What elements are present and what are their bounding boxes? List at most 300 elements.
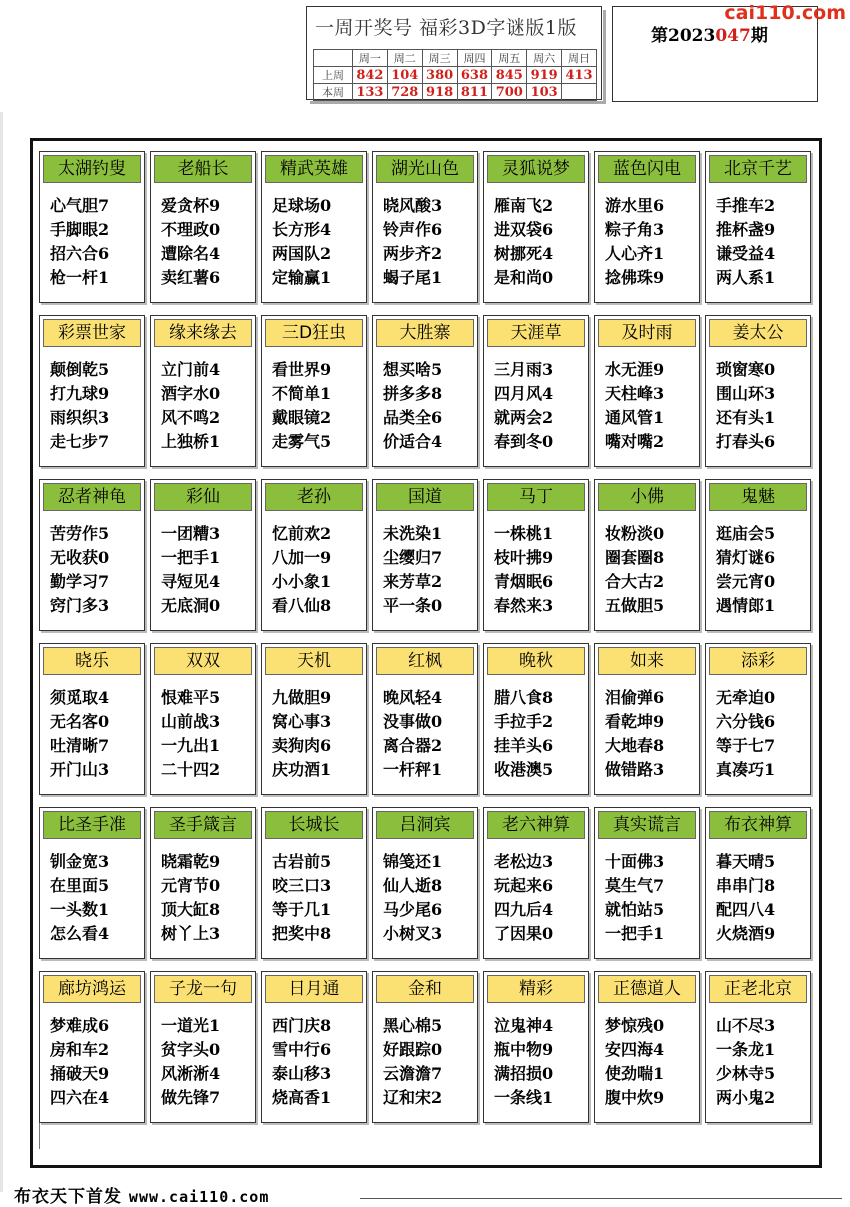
riddle-line: 真凑巧1: [716, 760, 776, 779]
riddle-line: 做错路3: [605, 760, 665, 779]
issue-prefix: 第2023: [651, 26, 716, 46]
draw-number: 413: [562, 67, 597, 84]
riddle-line: 嘴对嘴2: [605, 432, 665, 451]
draw-number: 845: [492, 67, 527, 84]
panel-title: 布衣神算: [709, 811, 807, 839]
riddle-list: [161, 194, 220, 290]
riddle-line: 水无涯9: [605, 360, 665, 379]
riddle-panel: [261, 479, 367, 631]
riddle-panel: [483, 807, 589, 959]
riddle-line: 收港澳5: [494, 760, 554, 779]
draw-number: 918: [422, 84, 457, 101]
riddle-line: 山不尽3: [716, 1016, 776, 1035]
riddle-list: [50, 850, 109, 946]
riddle-panel: [705, 643, 811, 795]
riddle-line: 泰山移3: [272, 1064, 332, 1083]
riddle-line: 咬三口3: [272, 876, 332, 895]
riddle-line: 离合器2: [383, 736, 443, 755]
riddle-line: 少林寺5: [716, 1064, 776, 1083]
riddle-board: [30, 138, 822, 1168]
riddle-line: 九做胆9: [272, 688, 332, 707]
riddle-panel: [594, 643, 700, 795]
panel-title: 子龙一句: [154, 975, 252, 1003]
panel-title: 鬼魅: [709, 483, 807, 511]
riddle-line: 不理政0: [161, 220, 221, 239]
riddle-list: [272, 358, 331, 454]
riddle-line: 春到冬0: [494, 432, 554, 451]
riddle-line: 六分钱6: [716, 712, 776, 731]
footer: [14, 1182, 269, 1207]
riddle-list: [494, 1014, 553, 1110]
riddle-panel: [372, 971, 478, 1123]
riddle-list: [272, 194, 331, 290]
panel-title: 精武英雄: [265, 155, 363, 183]
day-header: 周六: [527, 50, 562, 67]
last-week-label: 上周: [314, 67, 353, 84]
riddle-line: 爱贪杯9: [161, 196, 221, 215]
riddle-line: 庆功酒1: [272, 760, 332, 779]
riddle-line: 推杯盏9: [716, 220, 776, 239]
riddle-list: [383, 850, 442, 946]
riddle-list: [716, 522, 775, 618]
panel-title: 晚秋: [487, 647, 585, 675]
riddle-line: 卖红薯6: [161, 268, 221, 287]
site-logo[interactable]: cai110.com: [724, 2, 846, 24]
riddle-line: 火烧酒9: [716, 924, 776, 943]
riddle-line: 玩起来6: [494, 876, 554, 895]
riddle-panel: [483, 643, 589, 795]
riddle-line: 须觅取4: [50, 688, 110, 707]
draw-number: 103: [527, 84, 562, 101]
panel-title: 灵狐说梦: [487, 155, 585, 183]
riddle-line: 无底洞0: [161, 596, 221, 615]
riddle-line: 苦劳作5: [50, 524, 110, 543]
panel-title: 真实谎言: [598, 811, 696, 839]
riddle-panel: [483, 479, 589, 631]
riddle-list: [494, 358, 553, 454]
panel-title: 天机: [265, 647, 363, 675]
corner-cell: [314, 50, 353, 67]
riddle-line: 古岩前5: [272, 852, 332, 871]
riddle-line: 贫字头0: [161, 1040, 221, 1059]
board-divider: [39, 1121, 40, 1149]
panel-title: 蓝色闪电: [598, 155, 696, 183]
riddle-list: [383, 522, 442, 618]
riddle-line: 平一条0: [383, 596, 443, 615]
footer-text: 布衣天下首发: [14, 1187, 122, 1207]
riddle-line: 暮天晴5: [716, 852, 776, 871]
riddle-line: 怎么看4: [50, 924, 110, 943]
riddle-list: [272, 1014, 331, 1110]
panel-title: 湖光山色: [376, 155, 474, 183]
riddle-line: 青烟眠6: [494, 572, 554, 591]
riddle-list: [161, 850, 220, 946]
draw-number: 728: [387, 84, 422, 101]
riddle-line: 挂羊头6: [494, 736, 554, 755]
riddle-panel: [594, 151, 700, 303]
panel-title: 廊坊鸿运: [43, 975, 141, 1003]
riddle-line: 一团糟3: [161, 524, 221, 543]
riddle-list: [161, 1014, 220, 1110]
riddle-list: [50, 686, 109, 782]
footer-rule: [360, 1198, 842, 1199]
riddle-line: 拼多多8: [383, 384, 443, 403]
riddle-list: [494, 850, 553, 946]
panel-title: 老六神算: [487, 811, 585, 839]
riddle-list: [272, 686, 331, 782]
this-week-label: 本周: [314, 84, 353, 101]
riddle-line: 游水里6: [605, 196, 665, 215]
riddle-line: 顶大缸8: [161, 900, 221, 919]
riddle-line: 两国队2: [272, 244, 332, 263]
riddle-line: 打九球9: [50, 384, 110, 403]
riddle-line: 打春头6: [716, 432, 776, 451]
riddle-line: 枝叶拂9: [494, 548, 554, 567]
riddle-line: 树挪死4: [494, 244, 554, 263]
riddle-panel: [39, 971, 145, 1123]
riddle-line: 在里面5: [50, 876, 110, 895]
day-header: 周三: [422, 50, 457, 67]
riddle-line: 长方形4: [272, 220, 332, 239]
riddle-line: 看八仙8: [272, 596, 332, 615]
riddle-panel: [483, 151, 589, 303]
day-header: 周四: [457, 50, 492, 67]
riddle-line: 马少尾6: [383, 900, 443, 919]
panel-title: 晓乐: [43, 647, 141, 675]
riddle-panel: [150, 807, 256, 959]
riddle-list: [383, 686, 442, 782]
riddle-line: 锦笺还1: [383, 852, 443, 871]
riddle-line: 安四海4: [605, 1040, 665, 1059]
last-week-row: [314, 67, 597, 84]
riddle-line: 铃声作6: [383, 220, 443, 239]
riddle-line: 手拉手2: [494, 712, 554, 731]
riddle-list: [494, 194, 553, 290]
panel-title: 及时雨: [598, 319, 696, 347]
riddle-line: 晓霜乾9: [161, 852, 221, 871]
riddle-line: 配四八4: [716, 900, 776, 919]
riddle-list: [605, 850, 664, 946]
riddle-line: 晚风轻4: [383, 688, 443, 707]
riddle-list: [272, 522, 331, 618]
riddle-line: 不简单1: [272, 384, 332, 403]
riddle-panel: [483, 315, 589, 467]
riddle-line: 风不鸣2: [161, 408, 221, 427]
riddle-line: 没事做0: [383, 712, 443, 731]
riddle-line: 四六在4: [50, 1088, 110, 1107]
riddle-list: [605, 1014, 664, 1110]
riddle-line: 寻短见4: [161, 572, 221, 591]
draw-results-box: [306, 6, 602, 100]
day-header: 周二: [387, 50, 422, 67]
riddle-list: [50, 522, 109, 618]
riddle-line: 一头数1: [50, 900, 110, 919]
riddle-line: 蝎子尾1: [383, 268, 443, 287]
riddle-line: 两人系1: [716, 268, 776, 287]
panel-title: 圣手箴言: [154, 811, 252, 839]
riddle-line: 枪一杆1: [50, 268, 110, 287]
riddle-line: 雁南飞2: [494, 196, 554, 215]
riddle-line: 仙人逝8: [383, 876, 443, 895]
riddle-line: 无牵迫0: [716, 688, 776, 707]
riddle-line: 串串门8: [716, 876, 776, 895]
riddle-line: 逛庙会5: [716, 524, 776, 543]
riddle-panel: [372, 807, 478, 959]
riddle-panel: [372, 643, 478, 795]
riddle-line: 妆粉淡0: [605, 524, 665, 543]
riddle-line: 烧高香1: [272, 1088, 332, 1107]
page-edge: [0, 112, 3, 1192]
riddle-line: 招六合6: [50, 244, 110, 263]
riddle-line: 风淅淅4: [161, 1064, 221, 1083]
riddle-line: 十面佛3: [605, 852, 665, 871]
riddle-line: 西门庆8: [272, 1016, 332, 1035]
riddle-line: 了因果0: [494, 924, 554, 943]
riddle-line: 猜灯谜6: [716, 548, 776, 567]
draw-number: 133: [353, 84, 388, 101]
riddle-line: 八加一9: [272, 548, 332, 567]
panel-title: 北京千艺: [709, 155, 807, 183]
riddle-list: [716, 194, 775, 290]
riddle-line: 晓风酸3: [383, 196, 443, 215]
riddle-line: 吐清晰7: [50, 736, 110, 755]
panel-title: 红枫: [376, 647, 474, 675]
riddle-panel: [483, 971, 589, 1123]
riddle-line: 遇情郎1: [716, 596, 776, 615]
riddle-line: 就怕站5: [605, 900, 665, 919]
panel-title: 如来: [598, 647, 696, 675]
riddle-panel: [594, 315, 700, 467]
riddle-line: 房和车2: [50, 1040, 110, 1059]
riddle-line: 看世界9: [272, 360, 332, 379]
riddle-panel: [705, 315, 811, 467]
riddle-line: 大地春8: [605, 736, 665, 755]
riddle-panel: [594, 479, 700, 631]
draw-number: 104: [387, 67, 422, 84]
riddle-panel: [39, 479, 145, 631]
riddle-line: 合大古2: [605, 572, 665, 591]
draw-number: 638: [457, 67, 492, 84]
riddle-line: 琐窗寒0: [716, 360, 776, 379]
panel-title: 吕洞宾: [376, 811, 474, 839]
issue-number: [651, 21, 768, 46]
riddle-line: 泪偷弹6: [605, 688, 665, 707]
riddle-line: 山前战3: [161, 712, 221, 731]
panel-title: 正老北京: [709, 975, 807, 1003]
riddle-line: 一道光1: [161, 1016, 221, 1035]
panel-title: 小佛: [598, 483, 696, 511]
draw-number: 842: [353, 67, 388, 84]
riddle-line: 定输赢1: [272, 268, 332, 287]
riddle-line: 一杆秤1: [383, 760, 443, 779]
riddle-line: 四九后4: [494, 900, 554, 919]
riddle-line: 人心齐1: [605, 244, 665, 263]
riddle-panel: [261, 807, 367, 959]
riddle-list: [161, 686, 220, 782]
panel-title: 姜太公: [709, 319, 807, 347]
riddle-panel: [261, 315, 367, 467]
riddle-panel: [150, 315, 256, 467]
panel-title: 三D狂虫: [265, 319, 363, 347]
riddle-line: 好跟踪0: [383, 1040, 443, 1059]
riddle-line: 莫生气7: [605, 876, 665, 895]
riddle-line: 一条龙1: [716, 1040, 776, 1059]
riddle-line: 酒字水0: [161, 384, 221, 403]
riddle-panel: [372, 479, 478, 631]
riddle-line: 腹中炊9: [605, 1088, 665, 1107]
panel-title: 大胜寨: [376, 319, 474, 347]
riddle-list: [605, 194, 664, 290]
riddle-line: 窝心事3: [272, 712, 332, 731]
riddle-line: 捅破天9: [50, 1064, 110, 1083]
riddle-line: 黑心棉5: [383, 1016, 443, 1035]
riddle-panel: [705, 971, 811, 1123]
riddle-line: 两步齐2: [383, 244, 443, 263]
riddle-line: 忆前欢2: [272, 524, 332, 543]
panel-title: 老孙: [265, 483, 363, 511]
draw-results-table: [313, 49, 597, 101]
riddle-panel: [594, 807, 700, 959]
riddle-line: 围山环3: [716, 384, 776, 403]
riddle-line: 一条线1: [494, 1088, 554, 1107]
riddle-line: 还有头1: [716, 408, 776, 427]
panel-title: 双双: [154, 647, 252, 675]
riddle-panel: [261, 643, 367, 795]
riddle-panel: [261, 971, 367, 1123]
riddle-line: 两小鬼2: [716, 1088, 776, 1107]
riddle-line: 手推车2: [716, 196, 776, 215]
riddle-list: [383, 358, 442, 454]
riddle-line: 走雾气5: [272, 432, 332, 451]
draw-number: 380: [422, 67, 457, 84]
riddle-panel: [261, 151, 367, 303]
riddle-list: [716, 358, 775, 454]
day-header: 周日: [562, 50, 597, 67]
riddle-line: 钏金宽3: [50, 852, 110, 871]
panel-title: 太湖钓叟: [43, 155, 141, 183]
riddle-list: [494, 522, 553, 618]
riddle-line: 梦难成6: [50, 1016, 110, 1035]
riddle-line: 是和尚0: [494, 268, 554, 287]
riddle-line: 二十四2: [161, 760, 221, 779]
riddle-line: 云澹澹7: [383, 1064, 443, 1083]
riddle-line: 雨织织3: [50, 408, 110, 427]
this-week-row: [314, 84, 597, 101]
riddle-panel: [150, 479, 256, 631]
riddle-line: 立门前4: [161, 360, 221, 379]
riddle-line: 价适合4: [383, 432, 443, 451]
riddle-line: 捻佛珠9: [605, 268, 665, 287]
riddle-panel: [150, 643, 256, 795]
panel-title: 国道: [376, 483, 474, 511]
riddle-line: 把奖中8: [272, 924, 332, 943]
panel-title: 马丁: [487, 483, 585, 511]
riddle-panel: [705, 807, 811, 959]
riddle-panel: [705, 479, 811, 631]
days-row: [314, 50, 597, 67]
riddle-line: 使劲喘1: [605, 1064, 665, 1083]
riddle-list: [161, 358, 220, 454]
panel-title: 彩仙: [154, 483, 252, 511]
riddle-line: 三月雨3: [494, 360, 554, 379]
riddle-line: 进双袋6: [494, 220, 554, 239]
riddle-line: 看乾坤9: [605, 712, 665, 731]
riddle-list: [383, 194, 442, 290]
riddle-line: 瓶中物9: [494, 1040, 554, 1059]
riddle-panel: [39, 315, 145, 467]
riddle-line: 窍门多3: [50, 596, 110, 615]
riddle-line: 就两会2: [494, 408, 554, 427]
riddle-line: 树丫上3: [161, 924, 221, 943]
panel-title: 忍者神龟: [43, 483, 141, 511]
header-title: 一周开奖号 福彩3D字谜版1版: [315, 17, 577, 39]
riddle-line: 遭除名4: [161, 244, 221, 263]
panel-title: 正德道人: [598, 975, 696, 1003]
panel-title: 天涯草: [487, 319, 585, 347]
riddle-line: 恨难平5: [161, 688, 221, 707]
issue-suffix: 期: [750, 26, 768, 46]
draw-number: 811: [457, 84, 492, 101]
riddle-line: 天柱峰3: [605, 384, 665, 403]
draw-number: 919: [527, 67, 562, 84]
panel-title: 长城长: [265, 811, 363, 839]
riddle-list: [605, 522, 664, 618]
riddle-line: 无收获0: [50, 548, 110, 567]
panel-title: 比圣手准: [43, 811, 141, 839]
riddle-line: 腊八食8: [494, 688, 554, 707]
riddle-panel: [594, 971, 700, 1123]
draw-number: [562, 84, 597, 101]
riddle-list: [605, 686, 664, 782]
riddle-panel: [39, 151, 145, 303]
riddle-list: [716, 686, 775, 782]
riddle-list: [494, 686, 553, 782]
riddle-panel: [150, 971, 256, 1123]
riddle-line: 尝元宵0: [716, 572, 776, 591]
riddle-line: 手脚眼2: [50, 220, 110, 239]
panel-title: 金和: [376, 975, 474, 1003]
riddle-line: 一把手1: [161, 548, 221, 567]
riddle-line: 做先锋7: [161, 1088, 221, 1107]
riddle-line: 勤学习7: [50, 572, 110, 591]
riddle-list: [161, 522, 220, 618]
riddle-panel: [39, 807, 145, 959]
panel-title: 精彩: [487, 975, 585, 1003]
riddle-line: 小树叉3: [383, 924, 443, 943]
riddle-line: 老松边3: [494, 852, 554, 871]
riddle-list: [716, 1014, 775, 1110]
riddle-line: 戴眼镜2: [272, 408, 332, 427]
panel-title: 老船长: [154, 155, 252, 183]
riddle-line: 梦惊残0: [605, 1016, 665, 1035]
riddle-line: 开门山3: [50, 760, 110, 779]
riddle-line: 品类全6: [383, 408, 443, 427]
day-header: 周一: [353, 50, 388, 67]
riddle-list: [716, 850, 775, 946]
riddle-line: 颠倒乾5: [50, 360, 110, 379]
riddle-line: 春然来3: [494, 596, 554, 615]
riddle-line: 通风管1: [605, 408, 665, 427]
riddle-line: 卖狗肉6: [272, 736, 332, 755]
riddle-line: 满招损0: [494, 1064, 554, 1083]
issue-red-number: 047: [715, 26, 751, 46]
riddle-list: [272, 850, 331, 946]
riddle-line: 谦受益4: [716, 244, 776, 263]
riddle-line: 粽子角3: [605, 220, 665, 239]
riddle-list: [383, 1014, 442, 1110]
riddle-line: 四月风4: [494, 384, 554, 403]
footer-url[interactable]: www.cai110.com: [128, 1188, 270, 1206]
